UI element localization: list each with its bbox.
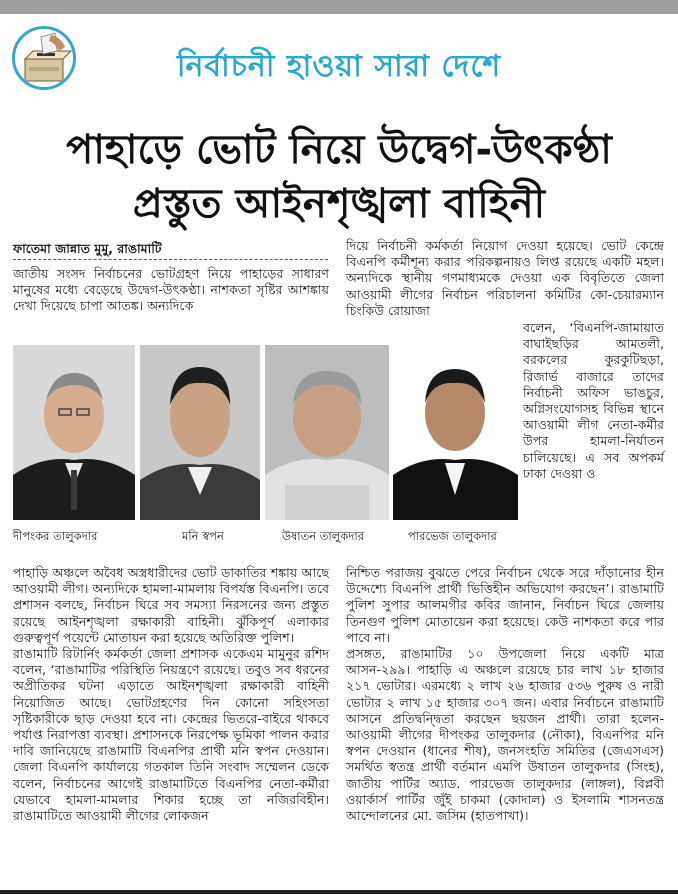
right-column-top-text: দিয়ে নির্বাচনী কর্মকর্তা নিয়োগ দেওয়া হয়েছে। ভোট কেন্দ্রে বিএনপি কর্মীশূন্য করার পরিকল্পনায়ও লিপ্ত রয়েছে একটি মহল। অন্যদিকে স্থানীয় গণমাধ্যমকে দেওয়া এক বিবৃতিতে জেলা আওয়ামী লীগের নির্বাচন পরিচালনা কমিটির কো-চেয়ারম্যান চিংকিউ রোয়াজা bbox=[346, 238, 664, 318]
bottom-rule bbox=[0, 890, 678, 894]
caption-moni: মনি স্বপন bbox=[182, 529, 224, 543]
headline-line-1: পাহাড়ে ভোট নিয়ে উদ্বেগ-উৎকণ্ঠা bbox=[66, 127, 612, 173]
paragraph: প্রসঙ্গত, রাঙামাটির ১০ উপজেলা নিয়ে একটি মাত্র আসন-২৯৯। পাহাড়ি এ অঞ্চলে রয়েছে চার লাখ ১৮ হাজার ২১৭ ভোটার। এরমধ্যে ২ লাখ ২৬ হাজার ৫৩৬ পুরুষ ও নারী ভোটার ২ লাখ ১৫ হাজার ৩০৭ জন। এবার নির্বাচনে রাঙামাটি আসনে প্রতিদ্বন্দ্বিতা করছেন ছয়জন প্রার্থী। তারা হলেন- আওয়ামী লীগের দীপংকর তালুকদার (নৌকা), বিএনপির মনি স্বপন দেওয়ান (ধানের শীষ), জনসংহতি সমিতির (জেএসএস) সমর্থিত স্বতন্ত্র প্রার্থী বর্তমান এমপি উষাতন তালুকদার (সিংহ), জাতীয় পার্টির অ্যাড. পারভেজ তালুকদার (লাঙ্গল), বিপ্লবী ওয়ার্কার্স পার্টির জুঁই চাকমা (কোদাল) ও ইসলামি শাসনতন্ত্র আন্দোলনের মো. জসিম (হাতপাখা)। bbox=[346, 646, 664, 824]
portrait-parvez-talukdar bbox=[393, 345, 518, 520]
paragraph: পাহাড়ি অঞ্চলে অবৈধ অস্ত্রধারীদের ভোট ডাকাতির শঙ্কায় আছে আওয়ামী লীগ। অন্যদিকে হামলা-মামলায় বিপর্যস্ত বিএনপি। তবে প্রশাসন বলছে, নির্বাচন ঘিরে সব সমস্যা নিরসনের জন্য প্রস্তুত রয়েছে আইনশৃঙ্খলা রক্ষাকারী বাহিনী। ঝুঁকিপূর্ণ এলাকার গুরুত্বপূর্ণ পয়েন্টে মোতায়ন করা হয়েছে অতিরিক্ত পুলিশ। bbox=[13, 565, 329, 645]
right-column-bottom bbox=[346, 565, 664, 824]
right-narrow-column-text: বলেন, ‘বিএনপি-জামায়াত বাঘাইছড়ির আমতলী, বরকলের কুরকুটিছড়া, রিজার্ভ বাজারে তাদের নির্বাচনী অফিস ভাঙচুর, অগ্নিসংযোগসহ বিভিন্ন স্থানে আওয়ামী লীগ নেতা-কর্মীর উপর হামলা-নির্যাতন চালিয়েছে। এ সব অপকর্ম ঢাকা দেওয়া ও bbox=[523, 320, 664, 481]
top-bar bbox=[0, 0, 678, 14]
intro-paragraph: জাতীয় সংসদ নির্বাচনের ভোটগ্রহণ নিয়ে পাহাড়ের সাধারণ মানুষের মধ্যে বেড়েছে উদ্বেগ-উৎকণ্ঠা। নাশকতা সৃষ্টির আশঙ্কায় দেখা দিয়েছে চাপা আতঙ্ক। অন্যদিকে bbox=[13, 266, 329, 314]
portrait-ushatan-talukdar bbox=[265, 345, 389, 520]
left-column-bottom bbox=[13, 565, 329, 824]
paragraph: রাঙামাটি রিটার্নিং কর্মকর্তা জেলা প্রশাসক একেএম মামুনুর রশিদ বলেন, ‘রাঙামাটির পরিস্থিতি নিয়ন্ত্রণে রয়েছে। তবুও সব ধরনের অপ্রীতিকর ঘটনা এড়াতে আইনশৃঙ্খলা রক্ষাকারী বাহিনী নিয়োজিত আছে। ভোটগ্রহণের দিন কোনো সহিংসতা সৃষ্টিকারীকে ছাড় দেওয়া হবে না। কেন্দ্রের ভিতরে-বাইরে থাকবে পর্যাপ্ত নিরাপত্তা ব্যবস্থা। প্রশাসনকে নিরপেক্ষ ভূমিকা পালন করার দাবি জানিয়েছে রাঙামাটি বিএনপির প্রার্থী মনি স্বপন দেওয়ান। জেলা বিএনপি কার্যালয়ে গতকাল তিনি সংবাদ সম্মেলন ডেকে বলেন, নির্বাচনের আগেই রাঙামাটিতে বিএনপির নেতা-কর্মীরা যেভাবে হামলা-মামলার শিকার হচ্ছে তা নজিরবিহীন। রাঙামাটিতে আওয়ামী লীগের লোকজন bbox=[13, 646, 329, 824]
caption-dipankar: দীপংকর তালুকদার bbox=[13, 529, 98, 543]
headline-line-2: প্রস্তুত আইনশৃঙ্খলা বাহিনী bbox=[132, 181, 546, 227]
caption-ushatan: উষাতন তালুকদার bbox=[282, 529, 365, 543]
byline: ফাতেমা জান্নাত মুমু, রাঙামাটি bbox=[13, 241, 162, 256]
section-kicker: নির্বাচনী হাওয়া সারা দেশে bbox=[176, 49, 502, 84]
caption-parvez: পারভেজ তালুকদার bbox=[408, 529, 497, 543]
portrait-dipankar-talukdar bbox=[13, 345, 135, 520]
portrait-moni-swapan bbox=[140, 345, 260, 520]
byline-divider bbox=[13, 259, 328, 260]
paragraph: নিশ্চিত পরাজয় বুঝতে পেরে নির্বাচন থেকে সরে দাঁড়ানোর হীন উদ্দেশ্যে বিএনপি প্রার্থী ভিত্তিহীন অভিযোগ করছেন’। রাঙামাটি পুলিশ সুপার আলমগীর কবির জানান, নির্বাচন ঘিরে জেলায় তিনগুণ পুলিশ মোতায়েন করা হয়েছে। কেউ নাশকতা করে পার পাবে না। bbox=[346, 565, 664, 645]
